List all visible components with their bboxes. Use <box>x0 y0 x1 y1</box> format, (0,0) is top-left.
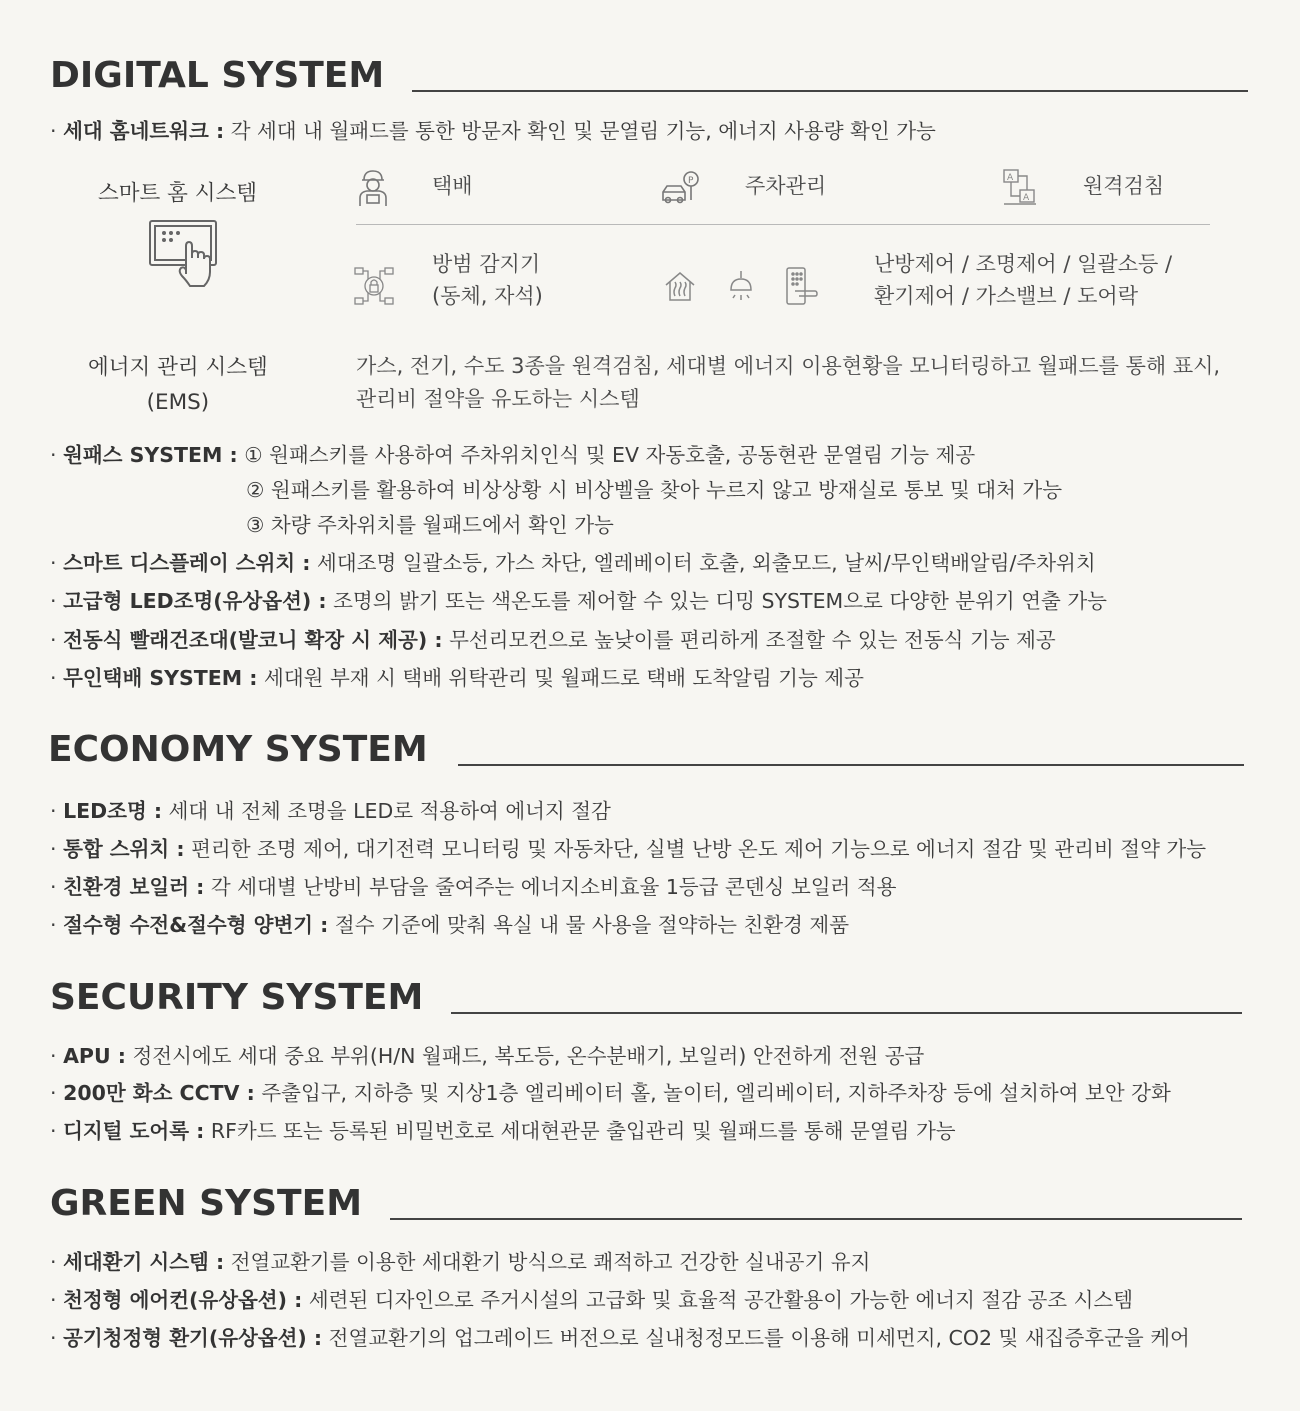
bullet: · <box>50 1119 57 1143</box>
bullet: · <box>50 119 57 143</box>
security-item-label: APU : <box>63 1044 126 1068</box>
onepass-item: ③ 차량 주차위치를 월패드에서 확인 가능 <box>246 513 614 537</box>
remote-meter-icon <box>1002 168 1038 206</box>
economy-item-text: 절수 기준에 맞춰 욕실 내 물 사용을 절약하는 친환경 제품 <box>334 913 850 937</box>
digital-item-label: 전동식 빨래건조대(발코니 확장 시 제공) : <box>63 628 443 652</box>
bullet: · <box>50 1326 57 1350</box>
bullet: · <box>50 1081 57 1105</box>
economy-item-label: 친환경 보일러 : <box>63 875 205 899</box>
green-item <box>50 1325 1190 1351</box>
bullet: · <box>50 628 57 652</box>
bullet: · <box>50 875 57 899</box>
digital-item-text: 세대원 부재 시 택배 위탁관리 및 월패드로 택배 도착알림 기능 제공 <box>264 666 864 690</box>
homenetwork-label: 세대 홈네트워크 : <box>63 119 225 143</box>
ems-description <box>356 350 1220 416</box>
security-item-text: RF카드 또는 등록된 비밀번호로 세대현관문 출입관리 및 월패드를 통해 문열림 가능 <box>210 1119 956 1143</box>
bullet: · <box>50 666 57 690</box>
ems-label <box>88 350 268 420</box>
economy-item <box>50 912 849 938</box>
ems-description-line2: 관리비 절약을 유도하는 시스템 <box>356 387 640 411</box>
economy-item <box>50 836 1206 862</box>
economy-item-label: 절수형 수전&절수형 양변기 : <box>63 913 329 937</box>
delivery-person-icon <box>356 168 390 208</box>
ems-label-line1: 에너지 관리 시스템 <box>88 355 268 380</box>
ems-label-line2: (EMS) <box>146 390 210 415</box>
security-item-text: 정전시에도 세대 중요 부위(H/N 월패드, 복도등, 온수분배기, 보일러) 안전하게 전원 공급 <box>132 1044 925 1068</box>
bullet: · <box>50 551 57 575</box>
economy-item-label: LED조명 : <box>63 799 163 823</box>
economy-item <box>50 874 896 900</box>
digital-item-label: 무인택배 SYSTEM : <box>63 666 258 690</box>
bullet: · <box>50 443 57 467</box>
feature-parking: 주차관리 <box>745 174 827 198</box>
svg-text:P: P <box>688 176 694 186</box>
security-item-text: 주출입구, 지하층 및 지상1층 엘리베이터 홀, 놀이터, 엘리베이터, 지하주차장 등에 설치하여 보안 강화 <box>261 1081 1171 1105</box>
green-item-text: 전열교환기를 이용한 세대환기 방식으로 쾌적하고 건강한 실내공기 유지 <box>230 1250 871 1274</box>
economy-item-text: 편리한 조명 제어, 대기전력 모니터링 및 자동차단, 실별 난방 온도 제어 기능으로 에너지 절감 및 관리비 절약 가능 <box>191 837 1207 861</box>
section-rule-digital <box>412 90 1248 92</box>
ceiling-light-icon <box>728 270 754 304</box>
section-header-economy <box>50 724 1248 774</box>
security-sensor-icon <box>354 266 394 306</box>
feature-remote-meter: 원격검침 <box>1083 174 1165 198</box>
economy-item-text: 세대 내 전체 조명을 LED로 적용하여 에너지 절감 <box>168 799 611 823</box>
digital-item <box>50 665 864 691</box>
economy-item-text: 각 세대별 난방비 부담을 줄여주는 에너지소비효율 1등급 콘덴싱 보일러 적용 <box>210 875 897 899</box>
feature-security-sensor-line1: 방범 감지기 <box>432 252 541 276</box>
heating-house-icon <box>663 270 697 302</box>
digital-item-text: 세대조명 일괄소등, 가스 차단, 엘레베이터 호출, 외출모드, 날씨/무인택배알림/주차위치 <box>317 551 1096 575</box>
section-title-green: GREEN SYSTEM <box>50 1183 363 1224</box>
digital-item-text: 무선리모컨으로 높낮이를 편리하게 조절할 수 있는 전동식 기능 제공 <box>449 628 1056 652</box>
feature-security-sensor-line2: (동체, 자석) <box>432 284 543 308</box>
feature-grid-divider <box>356 224 1210 225</box>
feature-home-control <box>874 248 1172 312</box>
green-item-label: 공기청정형 환기(유상옵션) : <box>63 1326 323 1350</box>
digital-item <box>50 627 1056 653</box>
onepass-line-1 <box>50 442 975 468</box>
svg-text:A: A <box>1023 193 1030 203</box>
homenetwork-text: 각 세대 내 월패드를 통한 방문자 확인 및 문열림 기능, 에너지 사용량 확인 가능 <box>230 119 936 143</box>
bullet: · <box>50 913 57 937</box>
door-lock-icon <box>785 266 819 306</box>
green-item-label: 천정형 에어컨(유상옵션) : <box>63 1288 303 1312</box>
bullet: · <box>50 1250 57 1274</box>
security-item <box>50 1118 956 1144</box>
economy-item-label: 통합 스위치 : <box>63 837 185 861</box>
bullet: · <box>50 1044 57 1068</box>
security-item <box>50 1080 1171 1106</box>
onepass-item: ① 원패스키를 사용하여 주차위치인식 및 EV 자동호출, 공동현관 문열림 기능 제공 <box>244 443 976 467</box>
section-title-economy: ECONOMY SYSTEM <box>48 729 428 770</box>
smart-home-label: 스마트 홈 시스템 <box>98 181 258 206</box>
section-rule-economy <box>458 764 1244 766</box>
parking-car-icon <box>660 170 702 206</box>
green-item <box>50 1249 870 1275</box>
bullet: · <box>50 589 57 613</box>
section-title-digital: DIGITAL SYSTEM <box>50 55 385 96</box>
green-item-text: 전열교환기의 업그레이드 버전으로 실내청정모드를 이용해 미세먼지, CO2 및 새집증후군을 케어 <box>328 1326 1190 1350</box>
onepass-item: ② 원패스키를 활용하여 비상상황 시 비상벨을 찾아 누르지 않고 방재실로 통보 및 대처 가능 <box>246 478 1062 502</box>
green-item-label: 세대환기 시스템 : <box>63 1250 225 1274</box>
section-rule-security <box>451 1012 1242 1014</box>
onepass-label: 원패스 SYSTEM : <box>63 443 238 467</box>
section-header-security <box>50 972 1248 1022</box>
bullet: · <box>50 1288 57 1312</box>
economy-item <box>50 798 611 824</box>
bullet: · <box>50 837 57 861</box>
digital-item <box>50 588 1107 614</box>
security-item-label: 디지털 도어록 : <box>63 1119 205 1143</box>
bullet: · <box>50 799 57 823</box>
touch-panel-icon <box>148 218 220 290</box>
feature-home-control-line2: 환기제어 / 가스밸브 / 도어락 <box>874 284 1138 308</box>
svg-text:A: A <box>1007 173 1014 183</box>
section-header-digital <box>50 50 1248 100</box>
green-item <box>50 1287 1133 1313</box>
section-title-security: SECURITY SYSTEM <box>50 977 424 1018</box>
onepass-line-2 <box>246 477 1062 503</box>
feature-home-control-line1: 난방제어 / 조명제어 / 일괄소등 / <box>874 252 1173 276</box>
security-item <box>50 1043 924 1069</box>
ems-description-line1: 가스, 전기, 수도 3종을 원격검침, 세대별 에너지 이용현황을 모니터링하고 월패드를 통해 표시, <box>356 354 1221 378</box>
homenetwork-line <box>50 118 936 144</box>
security-item-label: 200만 화소 CCTV : <box>63 1081 255 1105</box>
feature-delivery: 택배 <box>432 174 473 198</box>
onepass-line-3 <box>246 512 614 538</box>
digital-item-label: 스마트 디스플레이 스위치 : <box>63 551 311 575</box>
green-item-text: 세련된 디자인으로 주거시설의 고급화 및 효율적 공간활용이 가능한 에너지 절감 공조 시스템 <box>308 1288 1134 1312</box>
digital-item-text: 조명의 밝기 또는 색온도를 제어할 수 있는 디밍 SYSTEM으로 다양한 분위기 연출 가능 <box>333 589 1107 613</box>
feature-security-sensor <box>432 248 543 312</box>
section-header-green <box>50 1178 1248 1228</box>
digital-item <box>50 550 1096 576</box>
section-rule-green <box>390 1218 1242 1220</box>
digital-item-label: 고급형 LED조명(유상옵션) : <box>63 589 327 613</box>
